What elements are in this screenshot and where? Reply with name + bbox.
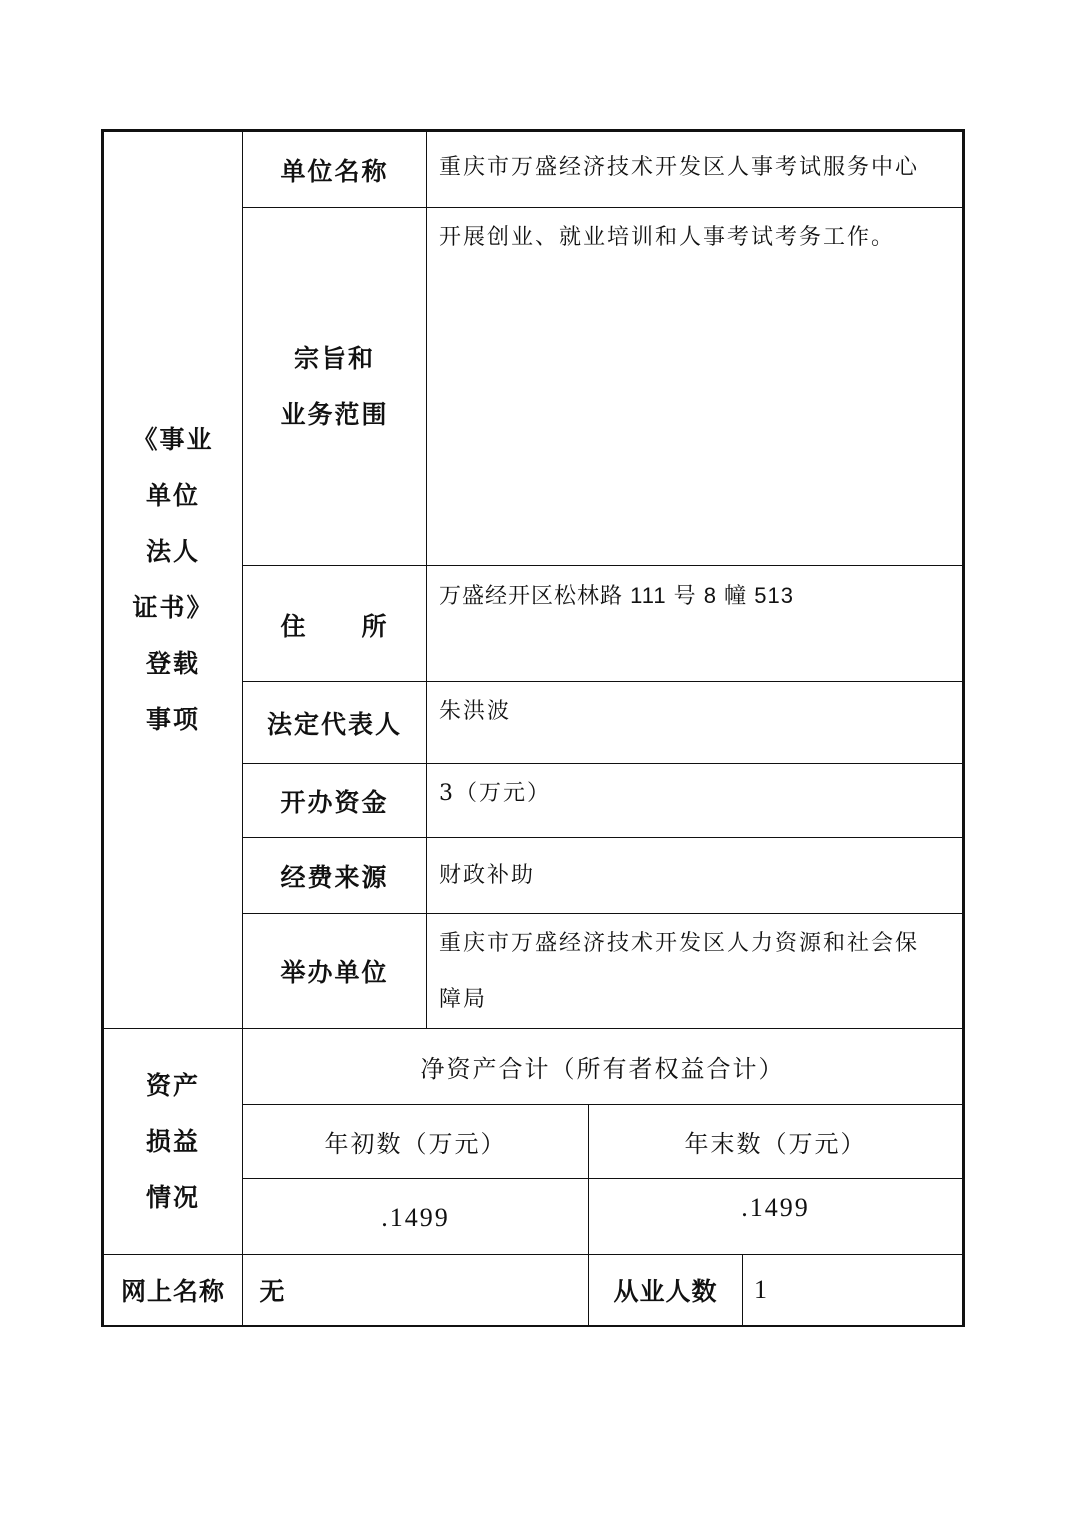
staff-count-value: 1 bbox=[754, 1275, 767, 1304]
net-assets-header: 净资产合计（所有者权益合计） bbox=[420, 1055, 785, 1083]
online-name-value: 无 bbox=[259, 1277, 287, 1306]
legal-rep-label: 法定代表人 bbox=[266, 710, 402, 739]
cert-label-line: 登载 bbox=[145, 649, 200, 678]
cert-label-line: 《事业 bbox=[132, 425, 214, 454]
purpose-label-line: 宗旨和 bbox=[293, 343, 375, 373]
table-border-right bbox=[962, 129, 965, 1327]
sponsor-value bbox=[427, 916, 962, 1028]
online-name-label: 网上名称 bbox=[120, 1277, 225, 1306]
sponsor-value-line: 重庆市万盛经济技术开发区人力资源和社会保 bbox=[439, 931, 920, 956]
cert-label-line: 单位 bbox=[145, 481, 200, 510]
funding-source-label: 经费来源 bbox=[280, 862, 389, 892]
funding-source-value: 财政补助 bbox=[439, 863, 536, 888]
grid-h-assets-2 bbox=[242, 1178, 963, 1179]
begin-year-value: .1499 bbox=[381, 1203, 450, 1232]
grid-v-staff-value bbox=[742, 1254, 743, 1326]
capital-label: 开办资金 bbox=[280, 787, 389, 817]
cert-section-label bbox=[104, 412, 242, 748]
assets-label-line: 情况 bbox=[145, 1182, 200, 1212]
staff-count-label: 从业人数 bbox=[613, 1277, 718, 1306]
legal-rep-value: 朱洪波 bbox=[439, 699, 512, 724]
end-year-label: 年末数（万元） bbox=[684, 1130, 867, 1158]
grid-h-2 bbox=[242, 565, 963, 566]
capital-value: 3（万元） bbox=[439, 781, 551, 806]
table-border-bottom bbox=[101, 1325, 965, 1327]
purpose-value: 开展创业、就业培训和人事考试考务工作。 bbox=[439, 225, 896, 250]
assets-label-line: 资产 bbox=[145, 1070, 200, 1100]
unit-name-label: 单位名称 bbox=[280, 156, 389, 186]
grid-h-3 bbox=[242, 681, 963, 682]
unit-name-value: 重庆市万盛经济技术开发区人事考试服务中心 bbox=[439, 155, 920, 180]
cert-label-line: 证书》 bbox=[132, 593, 214, 622]
sponsor-value-line: 障局 bbox=[439, 987, 488, 1012]
assets-label-line: 损益 bbox=[145, 1126, 200, 1156]
begin-year-label: 年初数（万元） bbox=[324, 1130, 507, 1158]
table-border-top bbox=[101, 129, 965, 132]
cert-label-line: 事项 bbox=[145, 705, 200, 734]
assets-section-label bbox=[104, 1029, 242, 1254]
end-year-value: .1499 bbox=[741, 1193, 810, 1222]
address-value: 万盛经开区松林路 111 号 8 幢 513 bbox=[439, 583, 794, 608]
purpose-label bbox=[243, 208, 426, 565]
cert-label-line: 法人 bbox=[145, 537, 200, 566]
sponsor-label: 举办单位 bbox=[280, 958, 389, 987]
address-label: 住 所 bbox=[280, 612, 389, 641]
purpose-label-line: 业务范围 bbox=[280, 399, 389, 429]
